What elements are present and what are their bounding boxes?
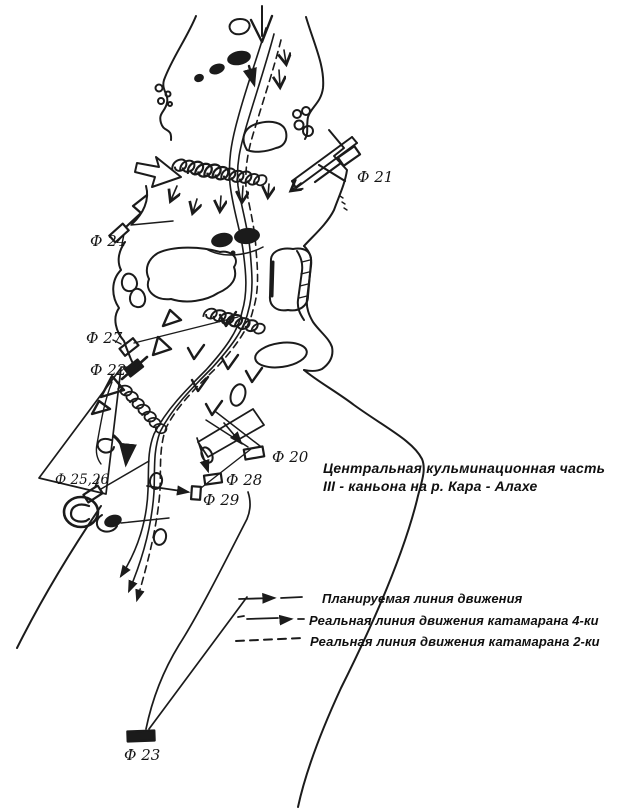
right-bank-upper — [305, 17, 323, 139]
right-bank-lower — [298, 370, 424, 807]
entry-arrow — [251, 6, 272, 42]
right-bank-promontory — [304, 130, 347, 246]
rect-rock — [270, 248, 311, 310]
title-line-2: III - каньона на р. Кара - Алахе — [323, 478, 538, 494]
label-f23: Ф 23 — [124, 746, 161, 764]
label-f25-26: Ф 25,26 — [55, 472, 110, 488]
camera-icon-f23 — [127, 492, 250, 741]
label-f28: Ф 28 — [226, 471, 263, 489]
portage-block-arrow — [135, 157, 181, 187]
pebble-top — [230, 19, 250, 34]
oval-rock — [254, 339, 309, 370]
island-outline — [147, 248, 236, 302]
label-f20: Ф 20 — [272, 448, 309, 466]
rocks-outlined — [122, 19, 313, 546]
flow-direction-arrows — [171, 183, 301, 212]
river-banks — [17, 16, 424, 807]
left-bank-upper — [160, 16, 196, 140]
drop-arrow-bold — [114, 436, 126, 463]
legend-symbol-real-cat4 — [238, 616, 304, 620]
legend-label-real-cat2: Реальная линия движения катамарана 2-ки — [310, 634, 600, 649]
triangle-rock-2 — [153, 337, 171, 355]
rapid-coil-upper — [172, 158, 267, 186]
legend-label-real-cat4: Реальная линия движения катамарана 4-ки — [309, 613, 599, 628]
label-f29: Ф 29 — [203, 491, 240, 509]
chute-gate-box — [198, 409, 264, 457]
left-bank-bottom — [17, 506, 101, 648]
chute-arrow-1 — [279, 70, 280, 86]
legend-symbol-planned — [239, 597, 302, 599]
triangle-rock-1 — [163, 310, 181, 326]
legend-symbol-real-cat2 — [236, 638, 303, 641]
legend — [236, 591, 600, 649]
legend-label-planned: Планируемая линия движения — [322, 591, 523, 606]
bank-pebble-2 — [130, 289, 145, 307]
right-channel-outer-wall — [304, 246, 332, 371]
label-f22: Ф 22 — [90, 361, 127, 379]
rect-rock-shade — [272, 262, 273, 296]
map-title — [323, 460, 605, 494]
eddy-circle — [64, 497, 98, 527]
chute-arrow-2 — [284, 50, 286, 63]
label-f21: Ф 21 — [357, 168, 394, 186]
title-line-1: Центральная кульминационная часть — [323, 460, 606, 476]
mid-pebble-1 — [228, 382, 248, 407]
label-f27: Ф 27 — [86, 329, 123, 347]
label-f24: Ф 24 — [90, 232, 127, 250]
